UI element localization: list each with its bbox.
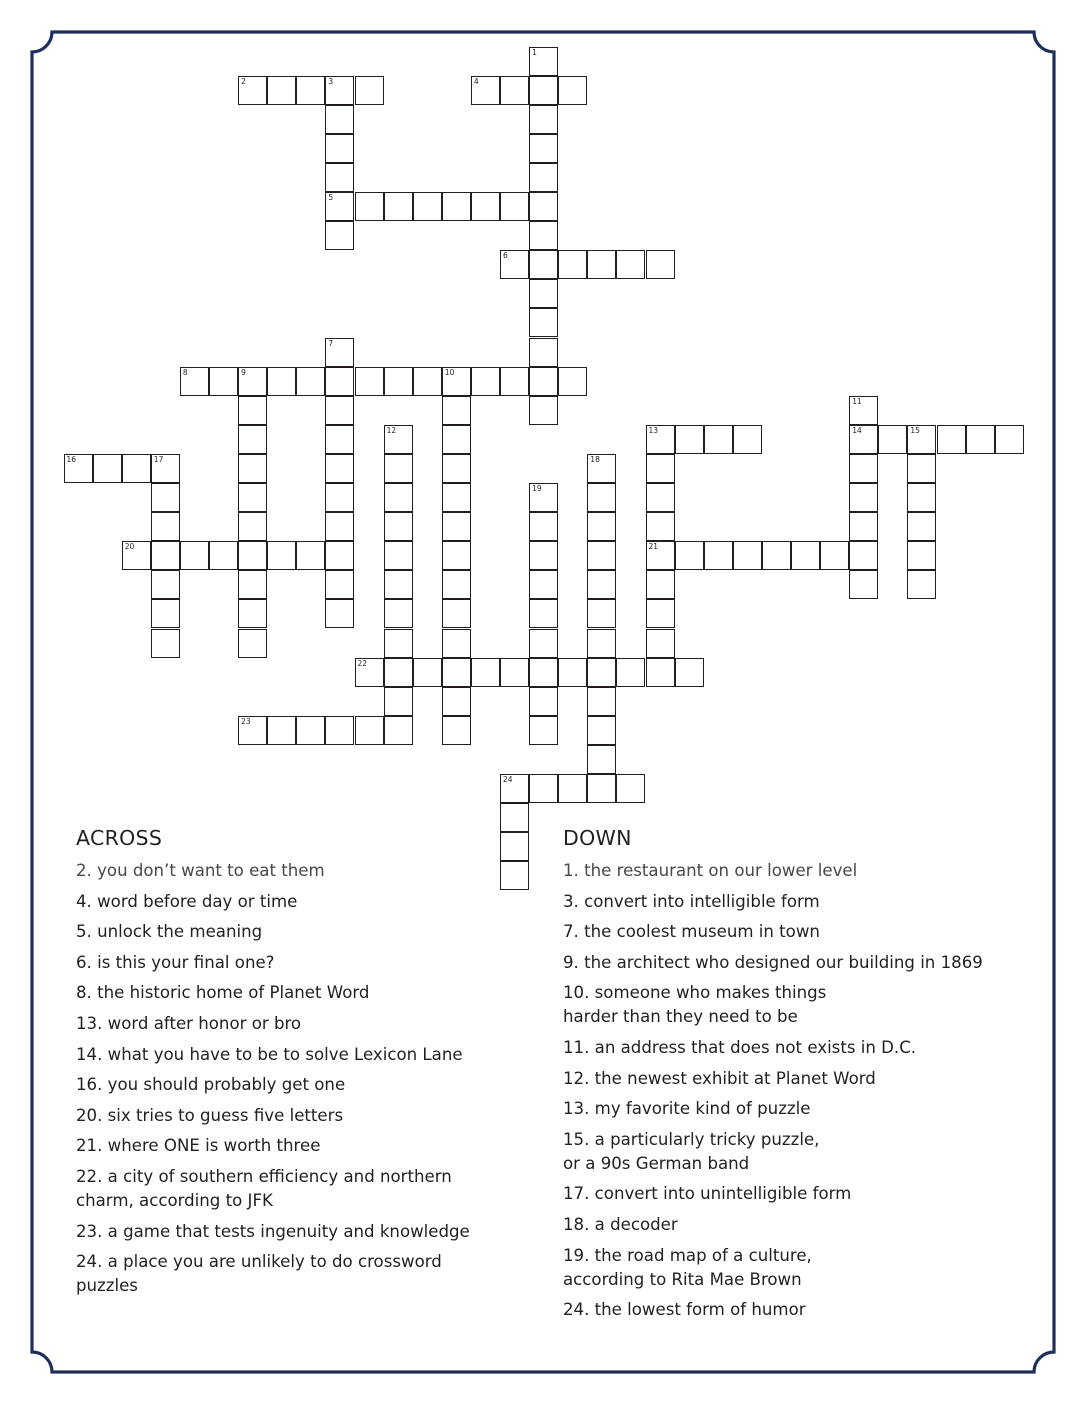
- grid-cell[interactable]: [849, 425, 878, 454]
- grid-cell[interactable]: [355, 716, 384, 745]
- grid-cell[interactable]: [238, 454, 267, 483]
- cell-number: 5: [328, 193, 334, 202]
- grid-cell[interactable]: [849, 512, 878, 541]
- grid-cell[interactable]: [325, 221, 354, 250]
- grid-cell[interactable]: [325, 483, 354, 512]
- cell-number: 13: [648, 425, 659, 435]
- grid-cell[interactable]: [413, 367, 442, 396]
- grid-cell[interactable]: [646, 629, 675, 658]
- grid-cell[interactable]: [122, 454, 151, 483]
- grid-cell[interactable]: [529, 105, 558, 134]
- grid-cell[interactable]: [529, 629, 558, 658]
- cell-number: 17: [153, 454, 164, 464]
- grid-cell[interactable]: [704, 425, 733, 454]
- across-clue-23: 23. a game that tests ingenuity and knowledge: [76, 1221, 470, 1241]
- cell-number: 6: [503, 251, 508, 261]
- across-clue-22: 22. a city of southern efficiency and northern charm, according to JFK: [76, 1166, 452, 1210]
- grid-cell[interactable]: [151, 512, 180, 541]
- grid-cell[interactable]: [267, 541, 296, 570]
- across-clue-14: 14. what you have to be to solve Lexicon Lane: [76, 1044, 463, 1064]
- across-clue-2: 2. you don’t want to eat them: [76, 861, 325, 880]
- grid-cell[interactable]: [267, 367, 296, 396]
- grid-cell[interactable]: [151, 570, 180, 599]
- cell-number: 7: [328, 338, 334, 348]
- grid-cell[interactable]: [616, 658, 645, 687]
- grid-cell[interactable]: [296, 367, 325, 396]
- cell-number: 9: [241, 367, 246, 377]
- grid-cell[interactable]: [529, 250, 558, 279]
- grid-cell[interactable]: [325, 338, 354, 367]
- down-clue-11: 11. an address that does not exists in D.C.: [563, 1037, 917, 1057]
- down-clue-7: 7. the coolest museum in town: [563, 922, 820, 942]
- grid-cell[interactable]: [471, 76, 500, 105]
- grid-cell[interactable]: [587, 541, 616, 570]
- grid-cell[interactable]: [238, 512, 267, 541]
- grid-cell[interactable]: [849, 454, 878, 483]
- grid-cell[interactable]: [384, 658, 413, 687]
- grid-cell[interactable]: [151, 599, 180, 628]
- grid-cell[interactable]: [180, 541, 209, 570]
- grid-cell[interactable]: [587, 745, 616, 774]
- grid-cell[interactable]: [675, 425, 704, 454]
- across-clue-4: 4. word before day or time: [76, 891, 298, 911]
- grid-cell[interactable]: [384, 629, 413, 658]
- grid-cell[interactable]: [355, 367, 384, 396]
- cell-number: 10: [444, 367, 455, 377]
- grid-cell[interactable]: [296, 716, 325, 745]
- cell-number: 2: [241, 76, 246, 86]
- grid-cell[interactable]: [587, 658, 616, 687]
- grid-cell[interactable]: [442, 658, 471, 687]
- grid-cell[interactable]: [384, 541, 413, 570]
- grid-cell[interactable]: [500, 76, 529, 105]
- cell-number: 16: [66, 454, 77, 464]
- grid-cell[interactable]: [791, 541, 820, 570]
- grid-cell[interactable]: [646, 599, 675, 628]
- grid-cell[interactable]: [325, 454, 354, 483]
- grid-cell[interactable]: [500, 250, 529, 279]
- grid-cell[interactable]: [384, 367, 413, 396]
- grid-cell[interactable]: [442, 687, 471, 716]
- grid-cell[interactable]: [325, 570, 354, 599]
- grid-cell[interactable]: [238, 367, 267, 396]
- down-clue-17: 17. convert into unintelligible form: [563, 1184, 852, 1204]
- down-clue-15: 15. a particularly tricky puzzle, or a 90s German band: [563, 1129, 820, 1173]
- grid-cell[interactable]: [384, 192, 413, 221]
- grid-cell[interactable]: [529, 279, 558, 308]
- grid-cell[interactable]: [616, 774, 645, 803]
- grid-cell[interactable]: [384, 512, 413, 541]
- grid-cell[interactable]: [937, 425, 966, 454]
- across-clue-13: 13. word after honor or bro: [76, 1013, 302, 1033]
- grid-cell[interactable]: [325, 512, 354, 541]
- grid-cell[interactable]: [849, 570, 878, 599]
- grid-cell[interactable]: [442, 483, 471, 512]
- grid-cell[interactable]: [558, 250, 587, 279]
- grid-cell[interactable]: [355, 192, 384, 221]
- grid-cell[interactable]: [529, 338, 558, 367]
- grid-cell[interactable]: [529, 716, 558, 745]
- grid-cell[interactable]: [966, 425, 995, 454]
- grid-cell[interactable]: [529, 47, 558, 76]
- grid-cell[interactable]: [384, 483, 413, 512]
- cell-number: 3: [328, 76, 334, 86]
- down-clue-12: 12. the newest exhibit at Planet Word: [563, 1068, 876, 1088]
- grid-cell[interactable]: [442, 570, 471, 599]
- cell-number: 19: [532, 484, 542, 493]
- grid-cell[interactable]: [529, 512, 558, 541]
- cell-number: 15: [910, 425, 920, 435]
- grid-cell[interactable]: [442, 599, 471, 628]
- grid-cell[interactable]: [529, 221, 558, 250]
- grid-cell[interactable]: [529, 599, 558, 628]
- grid-cell[interactable]: [325, 105, 354, 134]
- grid-cell[interactable]: [529, 687, 558, 716]
- grid-cell[interactable]: [587, 483, 616, 512]
- grid-cell[interactable]: [529, 541, 558, 570]
- grid-cell[interactable]: [529, 396, 558, 425]
- grid-cell[interactable]: [384, 425, 413, 454]
- down-clue-1: 1. the restaurant on our lower level: [563, 861, 858, 880]
- grid-cell[interactable]: [413, 658, 442, 687]
- grid-cell[interactable]: [646, 454, 675, 483]
- grid-cell[interactable]: [325, 134, 354, 163]
- cell-number: 18: [590, 454, 600, 464]
- grid-cell[interactable]: [238, 716, 267, 745]
- grid-cell[interactable]: [616, 250, 645, 279]
- grid-cell[interactable]: [442, 192, 471, 221]
- grid-cell[interactable]: [646, 658, 675, 687]
- across-heading: ACROSS: [76, 826, 163, 850]
- grid-cell[interactable]: [209, 541, 238, 570]
- grid-cell[interactable]: [907, 425, 936, 454]
- grid-cell[interactable]: [151, 541, 180, 570]
- grid-cell[interactable]: [587, 454, 616, 483]
- grid-cell[interactable]: [325, 396, 354, 425]
- grid-cell[interactable]: [355, 76, 384, 105]
- grid-cell[interactable]: [529, 192, 558, 221]
- grid-cell[interactable]: [587, 250, 616, 279]
- down-clue-19: 19. the road map of a culture, according to Rita Mae Brown: [563, 1245, 812, 1289]
- grid-cell[interactable]: [442, 367, 471, 396]
- grid-cell[interactable]: [675, 541, 704, 570]
- grid-cell[interactable]: [529, 483, 558, 512]
- across-clue-21: 21. where ONE is worth three: [76, 1136, 321, 1156]
- grid-cell[interactable]: [529, 308, 558, 337]
- cell-number: 12: [386, 425, 397, 435]
- grid-cell[interactable]: [384, 687, 413, 716]
- grid-cell[interactable]: [238, 483, 267, 512]
- grid-cell[interactable]: [442, 541, 471, 570]
- grid-cell[interactable]: [907, 570, 936, 599]
- grid-cell[interactable]: [587, 774, 616, 803]
- grid-cell[interactable]: [587, 629, 616, 658]
- grid-cell[interactable]: [93, 454, 122, 483]
- grid-cell[interactable]: [587, 512, 616, 541]
- grid-cell[interactable]: [849, 541, 878, 570]
- grid-cell[interactable]: [471, 192, 500, 221]
- grid-cell[interactable]: [646, 250, 675, 279]
- grid-cell[interactable]: [238, 425, 267, 454]
- grid-cell[interactable]: [442, 716, 471, 745]
- grid-cell[interactable]: [907, 454, 936, 483]
- down-clues: [563, 826, 1053, 1329]
- cell-number: 20: [124, 542, 135, 552]
- cell-number: 24: [503, 775, 513, 784]
- grid-cell[interactable]: [180, 367, 209, 396]
- grid-cell[interactable]: [325, 541, 354, 570]
- across-clue-6: 6. is this your final one?: [76, 952, 275, 972]
- grid-cell[interactable]: [209, 367, 238, 396]
- grid-cell[interactable]: [151, 629, 180, 658]
- grid-cell[interactable]: [384, 599, 413, 628]
- grid-cell[interactable]: [907, 483, 936, 512]
- grid-cell[interactable]: [442, 629, 471, 658]
- grid-cell[interactable]: [296, 541, 325, 570]
- down-clue-9: 9. the architect who designed our building in 1869: [563, 952, 983, 972]
- grid-cell[interactable]: [704, 541, 733, 570]
- grid-cell[interactable]: [471, 658, 500, 687]
- grid-cell[interactable]: [122, 541, 151, 570]
- grid-cell[interactable]: [529, 774, 558, 803]
- grid-cell[interactable]: [267, 76, 296, 105]
- grid-cell[interactable]: [238, 570, 267, 599]
- grid-cell[interactable]: [529, 134, 558, 163]
- down-clue-24: 24. the lowest form of humor: [563, 1300, 806, 1320]
- grid-cell[interactable]: [646, 570, 675, 599]
- grid-cell[interactable]: [558, 76, 587, 105]
- grid-cell[interactable]: [587, 716, 616, 745]
- grid-cell[interactable]: [64, 454, 93, 483]
- grid-cell[interactable]: [500, 774, 529, 803]
- grid-cell[interactable]: [238, 599, 267, 628]
- cell-number: 23: [241, 716, 251, 726]
- grid-cell[interactable]: [384, 454, 413, 483]
- cell-number: 11: [852, 396, 862, 406]
- grid-cell[interactable]: [325, 425, 354, 454]
- grid-cell[interactable]: [296, 76, 325, 105]
- cell-number: 1: [532, 47, 537, 57]
- grid-cell[interactable]: [995, 425, 1024, 454]
- grid-cell[interactable]: [500, 192, 529, 221]
- across-clue-16: 16. you should probably get one: [76, 1075, 346, 1095]
- grid-cell[interactable]: [325, 76, 354, 105]
- grid-cell[interactable]: [442, 512, 471, 541]
- across-clue-5: 5. unlock the meaning: [76, 922, 263, 942]
- grid-cell[interactable]: [558, 774, 587, 803]
- grid-cell[interactable]: [529, 658, 558, 687]
- grid-cell[interactable]: [238, 541, 267, 570]
- down-clue-18: 18. a decoder: [563, 1214, 678, 1234]
- grid-cell[interactable]: [646, 512, 675, 541]
- grid-cell[interactable]: [151, 483, 180, 512]
- grid-cell[interactable]: [558, 367, 587, 396]
- grid-cell[interactable]: [558, 658, 587, 687]
- grid-cell[interactable]: [238, 396, 267, 425]
- grid-cell[interactable]: [646, 541, 675, 570]
- across-clues: [76, 826, 536, 1305]
- across-clue-24: 24. a place you are unlikely to do crossword puzzles: [76, 1252, 442, 1296]
- down-clue-10: 10. someone who makes things harder than they need to be: [563, 983, 827, 1027]
- grid-cell[interactable]: [878, 425, 907, 454]
- grid-cell[interactable]: [500, 367, 529, 396]
- grid-cell[interactable]: [325, 599, 354, 628]
- grid-cell[interactable]: [529, 76, 558, 105]
- grid-cell[interactable]: [675, 658, 704, 687]
- grid-cell[interactable]: [500, 658, 529, 687]
- grid-cell[interactable]: [267, 716, 296, 745]
- grid-cell[interactable]: [384, 570, 413, 599]
- grid-cell[interactable]: [587, 570, 616, 599]
- grid-cell[interactable]: [413, 192, 442, 221]
- grid-cell[interactable]: [849, 396, 878, 425]
- grid-cell[interactable]: [238, 629, 267, 658]
- down-clue-3: 3. convert into intelligible form: [563, 891, 820, 911]
- grid-cell[interactable]: [646, 425, 675, 454]
- grid-cell[interactable]: [646, 483, 675, 512]
- cell-number: 21: [648, 542, 659, 552]
- cell-number: 4: [473, 76, 479, 86]
- grid-cell[interactable]: [587, 687, 616, 716]
- grid-cell[interactable]: [733, 541, 762, 570]
- grid-cell[interactable]: [325, 192, 354, 221]
- grid-cell[interactable]: [587, 599, 616, 628]
- grid-cell[interactable]: [325, 367, 354, 396]
- grid-cell[interactable]: [762, 541, 791, 570]
- grid-cell[interactable]: [529, 163, 558, 192]
- grid-cell[interactable]: [529, 570, 558, 599]
- grid-cell[interactable]: [384, 716, 413, 745]
- cell-number: 8: [182, 367, 188, 377]
- grid-cell[interactable]: [820, 541, 849, 570]
- grid-cell[interactable]: [238, 76, 267, 105]
- down-heading: DOWN: [563, 826, 632, 850]
- grid-cell[interactable]: [849, 483, 878, 512]
- across-clue-20: 20. six tries to guess five letters: [76, 1105, 344, 1125]
- grid-cell[interactable]: [442, 454, 471, 483]
- grid-cell[interactable]: [442, 425, 471, 454]
- grid-cell[interactable]: [325, 163, 354, 192]
- cell-number: 22: [357, 658, 368, 668]
- grid-cell[interactable]: [907, 541, 936, 570]
- grid-cell[interactable]: [907, 512, 936, 541]
- across-clue-8: 8. the historic home of Planet Word: [76, 983, 370, 1003]
- cell-number: 14: [852, 425, 862, 435]
- grid-cell[interactable]: [442, 396, 471, 425]
- grid-cell[interactable]: [529, 367, 558, 396]
- grid-cell[interactable]: [471, 367, 500, 396]
- grid-cell[interactable]: [325, 716, 354, 745]
- down-clue-13: 13. my favorite kind of puzzle: [563, 1099, 811, 1119]
- grid-cell[interactable]: [733, 425, 762, 454]
- grid-cell[interactable]: [355, 658, 384, 687]
- grid-cell[interactable]: [151, 454, 180, 483]
